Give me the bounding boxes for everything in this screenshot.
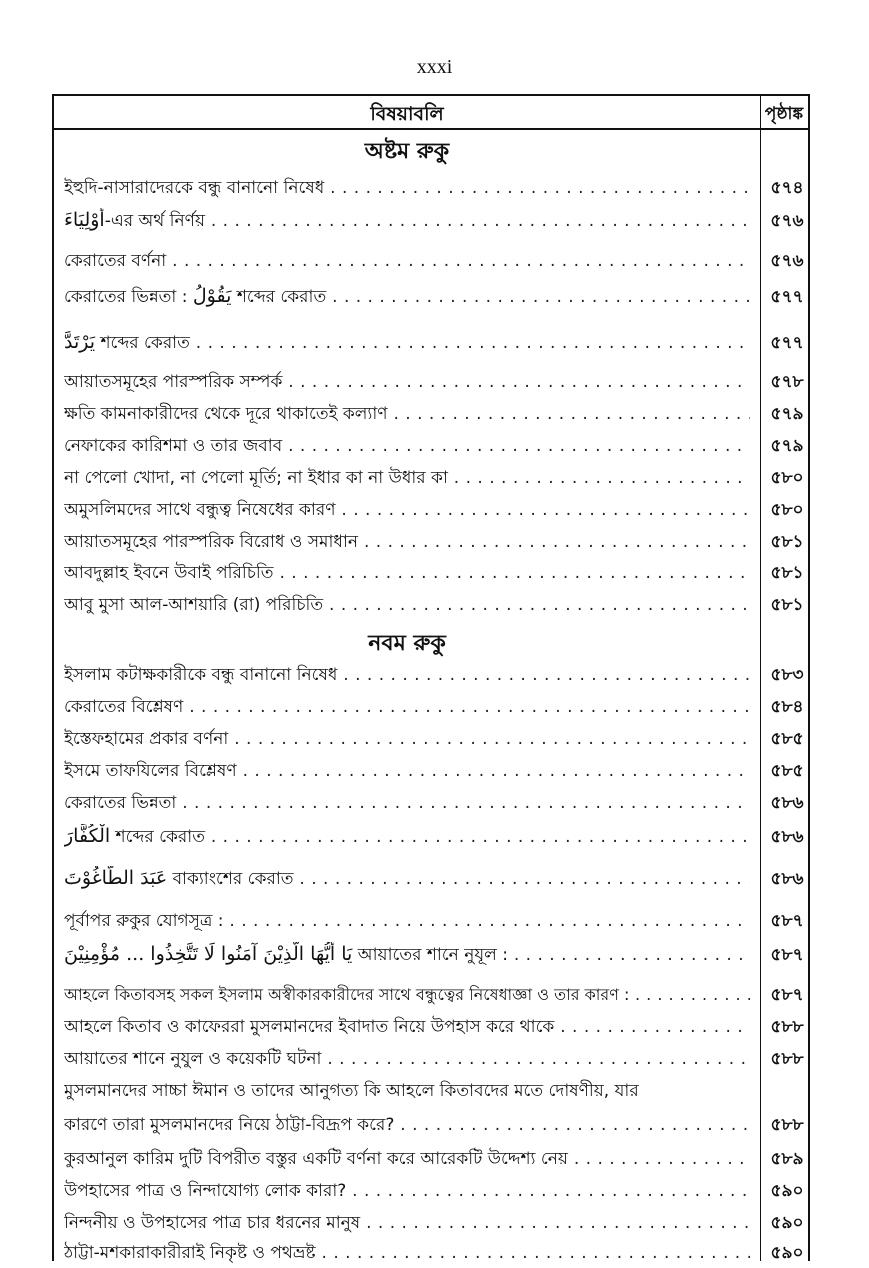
entry-page: ৫৮১ [770, 595, 804, 615]
entry-text: ঠাট্টা-মশকারাকারীরাই নিকৃষ্ট ও পথভ্রষ্ট . . . [64, 1240, 750, 1268]
entry-page: ৫৭৯ [770, 404, 804, 424]
entry-page: ৫৮৮ [770, 1017, 804, 1037]
entry-page: ৫৯০ [770, 1243, 804, 1263]
entry-page: ৫৯০ [770, 1213, 804, 1233]
entry-page: ৫৭৪ [770, 178, 804, 198]
entry-text: আবদুল্লাহ ইবনে উবাই পরিচিতি . . . [64, 560, 750, 588]
entry-text: আহলে কিতাব ও কাফেররা মুসলমানদের ইবাদাত নিয়ে উপহাস করে থাকে . . . [64, 1014, 750, 1042]
entry-text: -এর অর্থ নির্ণয় [104, 211, 205, 231]
arabic-term: يَقُوْلُ [192, 285, 232, 307]
entry-page: ৫৮৭ [770, 911, 804, 931]
entry-page: ৫৮৬ [770, 793, 804, 813]
entry-page: ৫৭৯ [770, 436, 804, 456]
entry-page: ৫৮৮ [770, 1115, 804, 1135]
arabic-term: عَبَدَ الطَّاغُوْتَ [64, 867, 168, 889]
entry-page: ৫৮৫ [770, 729, 804, 749]
entry-text: কুরআনুল কারিম দুটি বিপরীত বস্তুর একটি বর্ণনা করে আরেকটি উদ্দেশ্য নেয় . . . [64, 1146, 750, 1174]
table-header [54, 96, 808, 130]
entry-page: ৫৭৬ [770, 251, 804, 271]
section-title: অষ্টম রুকু [364, 139, 450, 164]
table-of-contents [52, 94, 810, 1261]
entry-page: ৫৮৬ [770, 869, 804, 889]
entry-text: কেরাতের বিশ্লেষণ . . . [64, 694, 750, 722]
entry-page: ৫৭৮ [770, 372, 804, 392]
entry-text: ইসমে তাফযিলের বিশ্লেষণ . . . [64, 758, 750, 786]
entry-text: আয়াতসমূহের পারস্পরিক বিরোধ ও সমাধান . . . [64, 529, 750, 557]
entry-page: ৫৮৫ [770, 761, 804, 781]
entry-text: ইস্তেফহামের প্রকার বর্ণনা . . . [64, 726, 750, 754]
entry-page: ৫৭৬ [770, 211, 804, 231]
entry-text: ইহুদি-নাসারাদেরকে বন্ধু বানানো নিষেধ . . . [64, 175, 750, 203]
entry-text: অমুসলিমদের সাথে বন্ধুত্ব নিষেধের কারণ . . . [64, 497, 750, 525]
entry-text: না পেলো খোদা, না পেলো মূর্তি; না ইধার কা না উধার কা . . . [64, 465, 750, 493]
entry-text: আহলে কিতাবসহ সকল ইসলাম অস্বীকারকারীদের সাথে বন্ধুত্বের নিষেধাজ্ঞা ও তার কারণ : . . . [64, 982, 750, 1009]
entry-page: ৫৯০ [770, 1181, 804, 1201]
arabic-term: يَرْتَدَّ [64, 331, 96, 353]
column-divider [760, 96, 761, 1261]
arabic-term: يَا أَيُّهَا الَّذِيْنَ آمَنُوا لَا تَتَّخِذُوا ... مُؤْمِنِيْنَ [64, 943, 353, 965]
entry-text: আয়াতসমূহের পারস্পরিক সম্পর্ক . . . [64, 369, 750, 397]
entry-page: ৫৮১ [770, 532, 804, 552]
entry-text: মুসলমানদের সাচ্চা ঈমান ও তাদের আনুগত্য কি আহলে কিতাবদের মতে দোষণীয়, যার [64, 1081, 639, 1101]
entry-text: নেফাকের কারিশমা ও তার জবাব . . . [64, 433, 750, 461]
entry-text: কারণে তারা মুসলমানদের নিয়ে ঠাট্টা-বিদ্রূপ করে? . . . [64, 1112, 750, 1140]
entry-text: উপহাসের পাত্র ও নিন্দাযোগ্য লোক কারা? . . . [64, 1178, 750, 1206]
entry-page: ৫৮০ [770, 500, 804, 520]
entry-page: ৫৮৪ [770, 697, 804, 717]
arabic-term: أَوْلِيَاءَ [64, 209, 105, 231]
entry-page: ৫৮৭ [770, 985, 804, 1005]
entry-page: ৫৮৬ [770, 827, 804, 847]
entry-page: ৫৮০ [770, 468, 804, 488]
entry-text: আয়াতের শানে নুযূল : [357, 945, 508, 965]
subject-column-header: বিষয়াবলি [370, 103, 444, 125]
entry-text: ইসলাম কটাক্ষকারীকে বন্ধু বানানো নিষেধ . . . [64, 662, 750, 690]
entry-page: ৫৭৭ [770, 333, 804, 353]
entry-text: নিন্দনীয় ও উপহাসের পাত্র চার ধরনের মানুষ . . . [64, 1210, 750, 1238]
entry-text: ক্ষতি কামনাকারীদের থেকে দূরে থাকাতেই কল্যাণ . . . [64, 401, 750, 429]
entry-text: শব্দের কেরাত [100, 333, 190, 353]
entry-text: কেরাতের ভিন্নতা . . . [64, 790, 750, 818]
entry-page: ৫৮৯ [770, 1149, 804, 1169]
entry-page: ৫৭৭ [770, 287, 804, 307]
entry-text: বাক্যাংশের কেরাত [172, 869, 294, 889]
entry-text: আবু মুসা আল-আশয়ারি (রা) পরিচিতি . . . [64, 592, 750, 620]
entry-text: কেরাতের ভিন্নতা : [64, 287, 188, 307]
entry-text-2: শব্দের কেরাত [236, 287, 327, 307]
entry-text: শব্দের কেরাত [115, 827, 205, 847]
entry-page: ৫৮৮ [770, 1049, 804, 1069]
arabic-term: الْكُفَّارَ [64, 825, 111, 847]
page-column-header: পৃষ্ঠাঙ্ক [764, 104, 804, 124]
page-number: xxxi [416, 56, 453, 78]
entry-text: কেরাতের বর্ণনা . . . [64, 248, 750, 276]
entry-page: ৫৮১ [770, 563, 804, 583]
entry-page: ৫৮৭ [770, 945, 804, 965]
section-title: নবম রুকু [368, 631, 446, 656]
entry-text: পূর্বাপর রুকুর যোগসূত্র : . . . [64, 908, 750, 936]
entry-text: আয়াতের শানে নুযুল ও কয়েকটি ঘটনা . . . [64, 1046, 750, 1074]
entry-page: ৫৮৩ [770, 665, 804, 685]
